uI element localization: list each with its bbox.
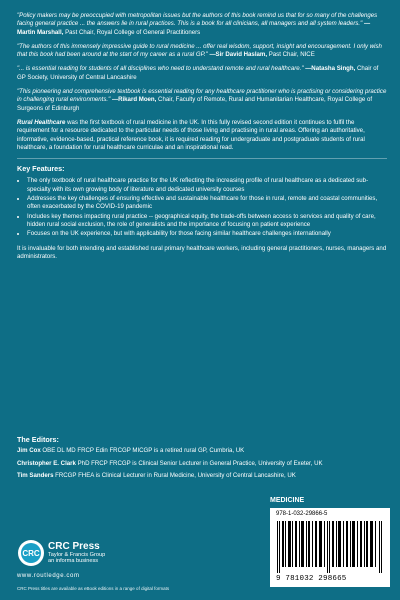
- quote-text: "... is essential reading for students of all disciplines who need to understand remote and rural healthcare.": [17, 65, 304, 73]
- editor-desc: PhD FRCP FRCGP is Clinical Senior Lecturer in General Practice, University of Exeter, UK: [75, 459, 323, 467]
- quote-text: "This pioneering and comprehensive textbook is essential reading for any healthcare practitioner who is practising or considering practice in challenging rural environments.": [17, 88, 387, 104]
- publisher-group: Taylor & Francis Group: [48, 552, 106, 558]
- intro-text: was the first textbook of rural medicine in the UK. In this fully revised second edition it continues to fulfil the requirement for a resource dedicated to the particular needs of those living and practising in rural areas. Offering an authoritative, informative, evidence-based, practical reference book, it is required reading for undergraduate and postgraduate students of rural healthcare, a foundation for rural healthcare curriculae and an inspirational read.: [17, 118, 365, 151]
- barcode-digits: 9 781032 298665: [276, 575, 347, 583]
- features-list: [17, 177, 387, 238]
- editor-desc: OBE DL MD FRCP Edin FRCGP MICGP is a retired rural GP, Cumbria, UK: [40, 447, 245, 455]
- intro-paragraph: [17, 119, 387, 152]
- publisher-tagline: an informa business: [48, 558, 99, 565]
- quote-author: —Sir David Haslam,: [209, 51, 268, 59]
- barcode-icon: [275, 521, 385, 573]
- main-text: [17, 12, 387, 261]
- editor-name: Christopher E. Clark: [17, 459, 76, 467]
- quote-role: Chair of GP Society, University of Central Lancashire: [17, 65, 379, 81]
- quote: [17, 43, 387, 60]
- key-features: [17, 165, 387, 238]
- list-item: • Includes key themes impacting rural practice -- geographical equity, the trade-offs between access to services and quality of care, hidden rural social exclusion, the role of generalists and the importance of focusing on patient experience: [27, 213, 387, 230]
- divider: [17, 158, 387, 159]
- editor-entry: [17, 460, 387, 468]
- quote-author: —Rikard Moen,: [111, 96, 157, 104]
- quote-role: Past Chair, NICE: [267, 51, 315, 59]
- quote: [17, 12, 387, 37]
- quote: [17, 65, 387, 82]
- isbn-number: 978-1-032-29866-5: [276, 511, 328, 517]
- editors-heading: The Editors:: [17, 435, 59, 444]
- quote-text: "Policy makers may be preoccupied with metropolitan issues but the authors of this book remind us that for so many of the challenges facing general practice ... the answers lie in rural practices. This is a book for all clinicians, all managers and all system leaders.": [17, 12, 378, 28]
- isbn-barcode-box: [270, 508, 390, 587]
- features-heading: Key Features:: [17, 164, 65, 174]
- book-title: Rural Healthcare: [17, 118, 66, 126]
- quote-role: Past Chair, Royal College of General Practitioners: [63, 28, 201, 36]
- editor-name: Jim Cox: [17, 447, 41, 455]
- subject-label: MEDICINE: [270, 497, 305, 504]
- editors-section: [17, 436, 387, 484]
- footer: [0, 495, 400, 600]
- editor-entry: [17, 447, 387, 455]
- editor-name: Tim Sanders: [17, 471, 54, 479]
- audience-paragraph: It is invaluable for both intending and established rural primary healthcare workers, including general practitioners, nurses, managers and administrators.: [17, 244, 387, 260]
- editor-entry: [17, 472, 387, 480]
- publisher-name: CRC Press: [48, 541, 100, 552]
- quote-author: —Natasha Singh,: [305, 65, 356, 73]
- quote-author: —Martin Marshall,: [17, 20, 371, 36]
- quote-text: "The authors of this immensely impressive guide to rural medicine ... offer real wisdom, support, insight and encouragement. I only wish that this book had been around at the start of my career as a rural GP.": [17, 42, 382, 59]
- list-item: • Addresses the key challenges of ensuring effective and sustainable healthcare for those in rural, remote and coastal communities, often exacerbated by the COVID-19 pandemic: [27, 195, 387, 212]
- editor-desc: FRCGP FHEA is Clinical Lecturer in Rural Medicine, University of Central Lancashire, UK: [53, 471, 296, 479]
- website-link[interactable]: www.routledge.com: [17, 573, 80, 579]
- publisher-block: [48, 541, 105, 565]
- list-item: • Focuses on the UK experience, but with applicability for those facing similar healthcare challenges internationally: [27, 230, 387, 238]
- logo-text: CRC: [22, 549, 40, 558]
- list-item: • The only textbook of rural healthcare practice for the UK reflecting the increasing profile of rural healthcare as a dedicated sub-specialty with its own growing body of literature and dedicated university courses: [27, 177, 387, 194]
- ebook-note: CRC Press titles are available as eBook editions in a range of digital formats: [17, 586, 170, 591]
- crc-logo: [17, 539, 45, 567]
- quote-role: Chair, Faculty of Remote, Rural and Humanitarian Healthcare, Royal College of Surgeons of Edinburgh: [17, 96, 373, 112]
- quote: [17, 88, 387, 113]
